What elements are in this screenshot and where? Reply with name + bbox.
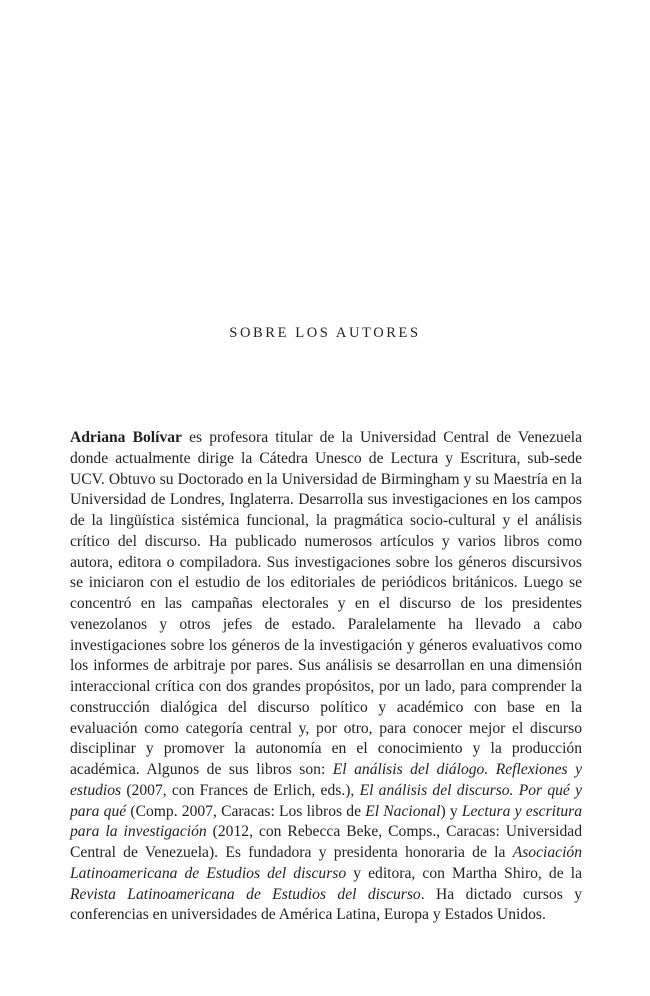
journal-name: Revista Latinoamericana de Estudios del discurso xyxy=(70,885,421,903)
bio-text-5: (2012, con Rebecca Beke, Comps., Caracas: Universidad Central de Venezuela). Es fundadora y presidenta honoraria de la xyxy=(70,823,582,861)
association-name: Asociación Latinoamericana de Estudios del discurso xyxy=(70,844,582,882)
bio-text-3: (Comp. 2007, Caracas: Los libros de xyxy=(126,802,366,820)
book-title-3: Lectura y escritura para la investigación xyxy=(70,802,582,841)
publisher-name: El Nacional xyxy=(365,802,441,820)
book-title-1: El análisis del diálogo. Reflexiones y estudios xyxy=(70,761,583,799)
bio-text-1: es profesora titular de la Universidad Central de Venezuela donde actualmente dirige la Cátedra Unesco de Lectura y Escritura, sub-sede UCV. Obtuvo su Doctorado en la Universidad de Birmingham y su Maestría en la Universidad de Londres, Inglaterra. Desarrolla sus investigaciones en los campos de la lingüística sistémica funcional, la pragmática socio-cultural y el análisis crítico del discurso. Ha publicado numerosos artículos y varios libros como autora, editora o compiladora. Sus investigaciones sobre los géneros discursivos se iniciaron con el estudio de los editoriales de periódicos británicos. Luego se concentró en las campañas electorales y en el discurso de los presidentes venezolanos y otros jefes de estado. Paralelamente ha llevado a cabo investigaciones sobre los géneros de la investigación y géneros evaluativos como los informes de arbitraje por pares. Sus análisis se desarrollan en una dimensión interaccional crítica con dos grandes propósitos, por un lado, para comprender la construcción dialógica del discurso político y académico con base en la evaluación como categoría central y, por otro, para conocer mejor el discurso disciplinar y promover la autonomía en el conocimiento y la producción académica. Algunos de sus libros son: xyxy=(70,429,582,778)
bio-text-7: . Ha dictado cursos y conferencias en universidades de América Latina, Europa y Estados Unidos. xyxy=(70,885,582,924)
bio-text-6: y editora, con Martha Shiro, de la xyxy=(346,864,582,882)
section-title: SOBRE LOS AUTORES xyxy=(229,325,421,341)
bio-text-4: ) y xyxy=(440,802,462,820)
author-name: Adriana Bolívar xyxy=(70,429,182,446)
book-title-2: El análisis del discurso. Por qué y para qué xyxy=(70,781,582,820)
bio-text-2: (2007, con Frances de Erlich, eds.), xyxy=(121,781,360,799)
author-bio-paragraph xyxy=(70,428,582,926)
